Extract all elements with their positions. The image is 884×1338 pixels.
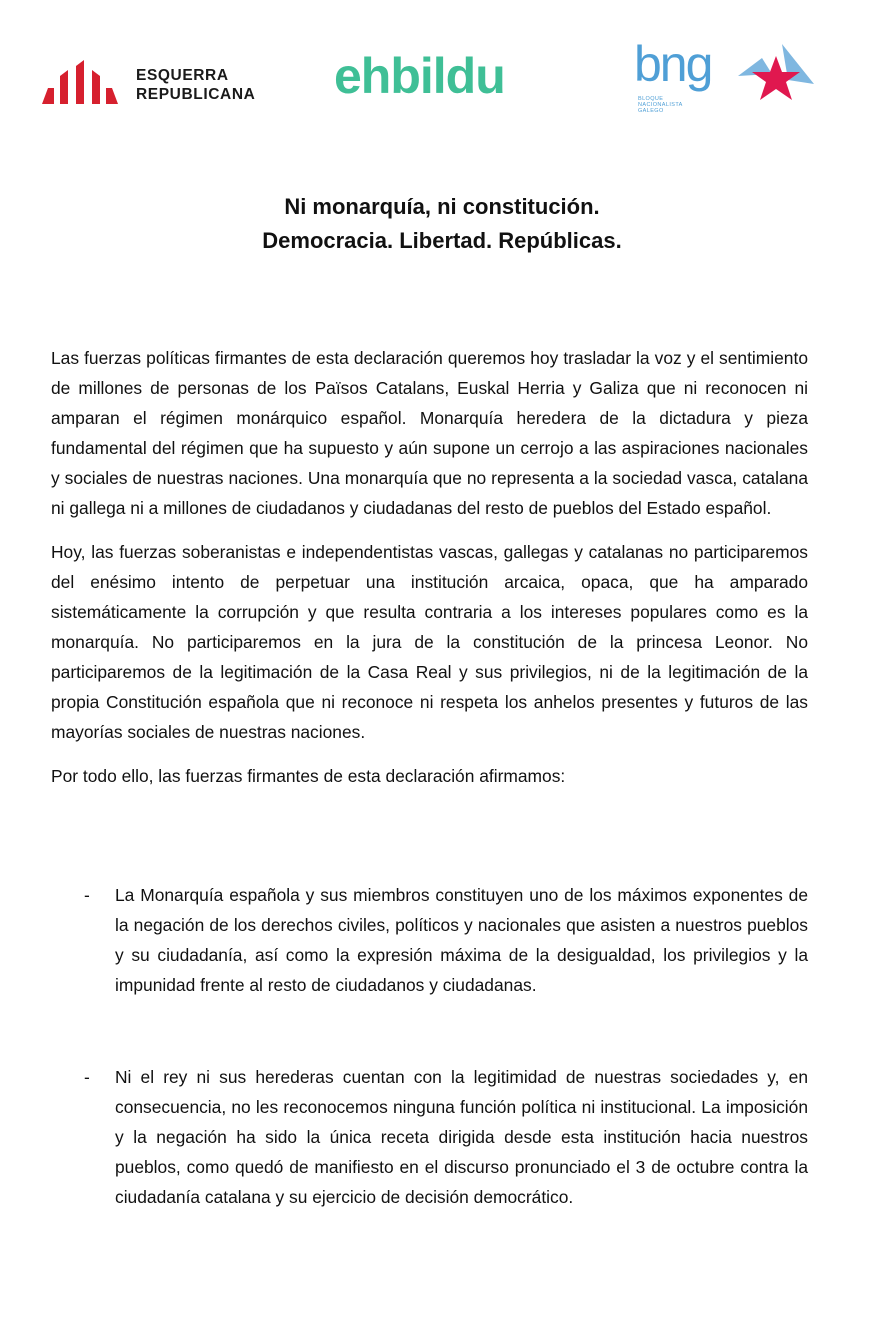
title-line2: Democracia. Libertad. Repúblicas. <box>262 228 622 253</box>
bng-star-icon <box>738 44 814 100</box>
paragraph: Las fuerzas políticas firmantes de esta declaración queremos hoy trasladar la voz y el sentimiento de millones de personas de los Països Catalans, Euskal Herria y Galiza que ni reconocen ni amparan el régimen monárquico español. Monarquía heredera de la dictadura y pieza fundamental del régimen que ha supuesto y aún supone un cerrojo a las aspiraciones nacionales y sociales de nuestras naciones. Una monarquía que no representa a la sociedad vasca, catalana ni gallega ni a millones de ciudadanos y ciudadanas del resto de pueblos del Estado español. <box>51 348 808 518</box>
list-item-text: La Monarquía española y sus miembros constituyen uno de los máximos exponentes de la negación de los derechos civiles, políticos y nacionales que asisten a nuestros pueblos y su ciudadanía, así como la expresión máxima de la desigualdad, los privilegios y la impunidad frente al resto de ciudadanos y ciudadanas. <box>115 885 808 995</box>
bng-sub-line2: NACIONALISTA <box>638 102 683 108</box>
document-body <box>51 343 808 805</box>
paragraph: Por todo ello, las fuerzas firmantes de esta declaración afirmamos: <box>51 766 566 786</box>
bng-sub-line1: BLOQUE <box>638 96 664 102</box>
paragraph: Hoy, las fuerzas soberanistas e independentistas vascas, gallegas y catalanas no participaremos del enésimo intento de perpetuar una institución arcaica, opaca, que ha amparado sistemáticamente la corrupción y que resulta contraria a los intereses populares como es la monarquía. No participaremos en la jura de la constitución de la princesa Leonor. No participaremos de la legitimación de la Casa Real y sus privilegios, ni de la legitimación de la propia Constitución española que ni reconoce ni respeta los anhelos presentes y futuros de las mayorías sociales de nuestras naciones. <box>51 542 808 742</box>
list-item <box>84 880 808 1000</box>
bng-subtitle <box>638 96 683 114</box>
document-title <box>0 190 884 258</box>
ehbildu-logo: ehbildu <box>334 48 505 104</box>
erc-logo <box>40 58 270 108</box>
bng-wordmark: bng <box>634 36 712 92</box>
bng-logo <box>634 36 824 120</box>
bng-sub-line3: GALEGO <box>638 108 664 114</box>
erc-bars-icon <box>40 60 118 104</box>
list-bullet: - <box>84 885 90 905</box>
logo-bar <box>0 36 884 120</box>
erc-name-line1: ESQUERRA <box>136 67 229 84</box>
list-item-text: Ni el rey ni sus herederas cuentan con la legitimidad de nuestras sociedades y, en consecuencia, no les reconocemos ninguna función política ni institucional. La imposición y la negación ha sido la única receta dirigida desde esta institución hacia nuestros pueblos, como quedó de manifiesto en el discurso pronunciado el 3 de octubre contra la ciudadanía catalana y su ejercicio de decisión democrático. <box>115 1067 808 1207</box>
list-item <box>84 1062 808 1212</box>
title-line1: Ni monarquía, ni constitución. <box>284 194 600 219</box>
list-bullet: - <box>84 1067 90 1087</box>
erc-name-line2: REPUBLICANA <box>136 86 256 103</box>
